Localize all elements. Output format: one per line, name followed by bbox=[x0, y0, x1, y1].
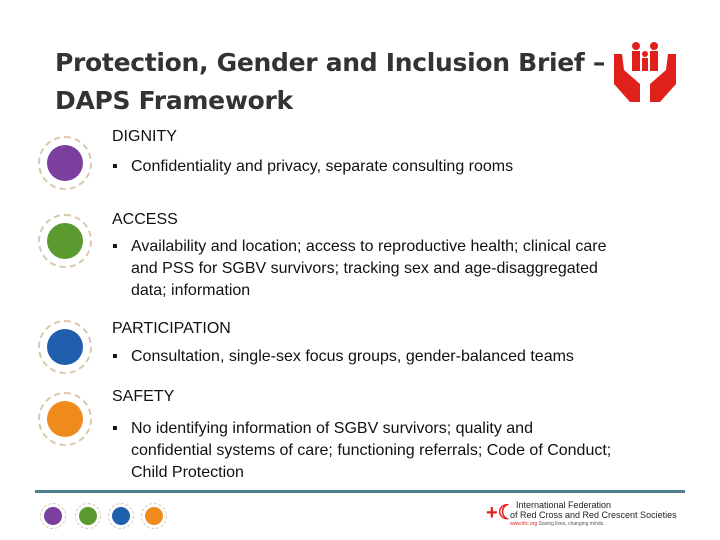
access-badge-icon bbox=[38, 214, 92, 268]
participation-badge-icon bbox=[38, 320, 92, 374]
section-heading-dignity: DIGNITY bbox=[112, 128, 177, 145]
participation-mini-icon bbox=[108, 503, 134, 529]
ifrc-logo: +☾ International Federation of Red Cross and Red Crescent Societies www.ifrc.org Saving lives, changing minds. bbox=[486, 500, 677, 527]
family-hands-icon bbox=[610, 40, 680, 104]
bullet-access: ▪ Availability and location; access to reproductive health; clinical care and PSS for SGBV survivors; tracking sex and age-disaggregated data; information bbox=[112, 238, 607, 299]
section-heading-access: ACCESS bbox=[112, 211, 178, 228]
bullet-dignity: ▪ Confidentiality and privacy, separate consulting rooms bbox=[112, 158, 514, 175]
footer-divider bbox=[35, 490, 685, 493]
bullet-participation: ▪ Consultation, single-sex focus groups, gender-balanced teams bbox=[112, 348, 574, 365]
red-cross-crescent-icon: +☾ bbox=[486, 502, 516, 524]
dignity-mini-icon bbox=[40, 503, 66, 529]
section-heading-participation: PARTICIPATION bbox=[112, 320, 231, 337]
dignity-badge-icon bbox=[38, 136, 92, 190]
safety-mini-icon bbox=[141, 503, 167, 529]
slide-title: Protection, Gender and Inclusion Brief – DAPS Framework bbox=[55, 48, 606, 115]
bullet-safety: ▪ No identifying information of SGBV survivors; quality and confidential systems of care; functioning referrals; Code of Conduct; Child Protection bbox=[112, 420, 612, 481]
access-mini-icon bbox=[75, 503, 101, 529]
section-heading-safety: SAFETY bbox=[112, 388, 175, 405]
safety-badge-icon bbox=[38, 392, 92, 446]
